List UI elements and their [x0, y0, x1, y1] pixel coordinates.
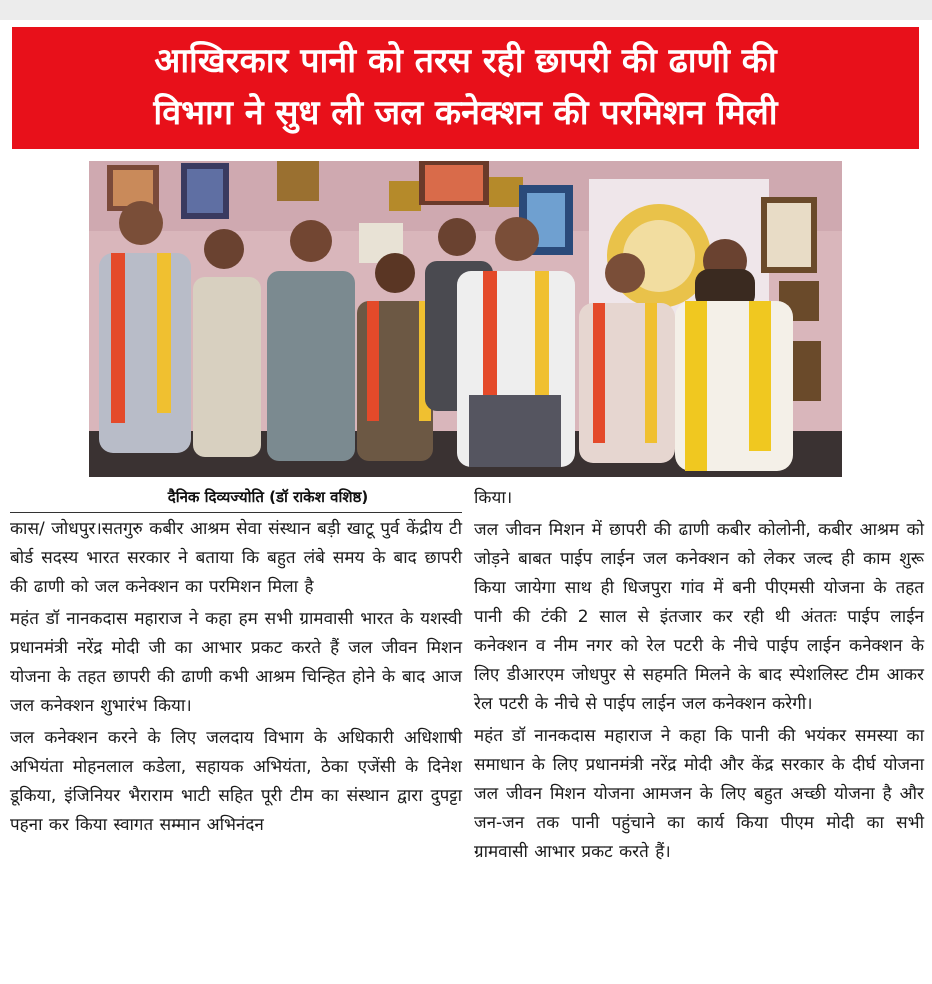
left-paragraph-2: महंत डॉ नानकदास महाराज ने कहा हम सभी ग्रामवासी भारत के यशस्वी प्रधानमंत्री नरेंद्र मोदी जी का आभार प्रकट करते हैं जल जीवन मिशन योजना के तहत छापरी की ढाणी कभी आश्रम चिन्हित होने के बाद आज जल कनेक्शन शुभारंभ किया। [10, 609, 462, 716]
photo-credit: दैनिक दिव्यज्योति (डॉ राकेश वशिष्ठ) [167, 488, 369, 506]
top-strip [0, 0, 932, 20]
headline-line-2: विभाग ने सुध ली जल कनेक्शन की परमिशन मिली [153, 93, 778, 133]
article-right-column [474, 484, 924, 870]
article-left-column [10, 515, 462, 843]
right-paragraph-1: जल जीवन मिशन में छापरी की ढाणी कबीर कोलोनी, कबीर आश्रम को जोड़ने बाबत पाईप लाईन जल कनेक्शन को लेकर जल्द ही काम शुरू किया जायेगा साथ ही धिजपुरा गांव में बनी पीएमसी योजना के तहत पानी की टंकी 2 साल से इंतजार कर रही थी अंततः पाईप लाईन कनेक्शन व नीम नगर को रेल पटरी के नीचे पाईप लाईन कनेक्शन के लिए डीआरएम जोधपुर से सहमति मिलने के बाद स्पेशलिस्ट टीम आकर रेल पटरी के नीचे से पाईप लाईन जल कनेक्शन करेगी। [474, 520, 924, 714]
left-paragraph-1: कास/ जोधपुर।सतगुरु कबीर आश्रम सेवा संस्थान बड़ी खाटू पुर्व केंद्रीय टी बोर्ड सदस्य भारत सरकार ने बताया कि बहुत लंबे समय के बाद छापरी की ढाणी को जल कनेक्शन का परमिशन मिला है [10, 519, 462, 597]
right-paragraph-0: किया। [474, 488, 513, 508]
credit-divider [10, 512, 462, 513]
group-photo [89, 161, 842, 477]
right-paragraph-2: महंत डॉ नानकदास महाराज ने कहा कि पानी की भयंकर समस्या का समाधान के लिए प्रधानमंत्री नरेंद्र मोदी और केंद्र सरकार के दीर्घ योजना जल जीवन मिशन योजना आमजन के लिए बहुत अच्छी योजना है और जन-जन तक पानी पहुंचाने का कार्य किया पीएम मोदी का सभी ग्रामवासी आभार प्रकट करते हैं। [474, 726, 924, 862]
left-paragraph-3: जल कनेक्शन करने के लिए जलदाय विभाग के अधिकारी अधिशाषी अभियंता मोहनलाल कडेला, सहायक अभियंता, ठेका एजेंसी के दिनेश डूकिया, इंजिनियर भैराराम भाटी सहित पूरी टीम का संस्थान द्वारा दुपट्टा पहना कर किया स्वागत सम्मान अभिनंदन [10, 728, 462, 835]
headline-banner [12, 27, 919, 149]
group-photo-icon [89, 161, 842, 477]
headline-line-1: आखिरकार पानी को तरस रही छापरी की ढाणी की [154, 41, 777, 81]
